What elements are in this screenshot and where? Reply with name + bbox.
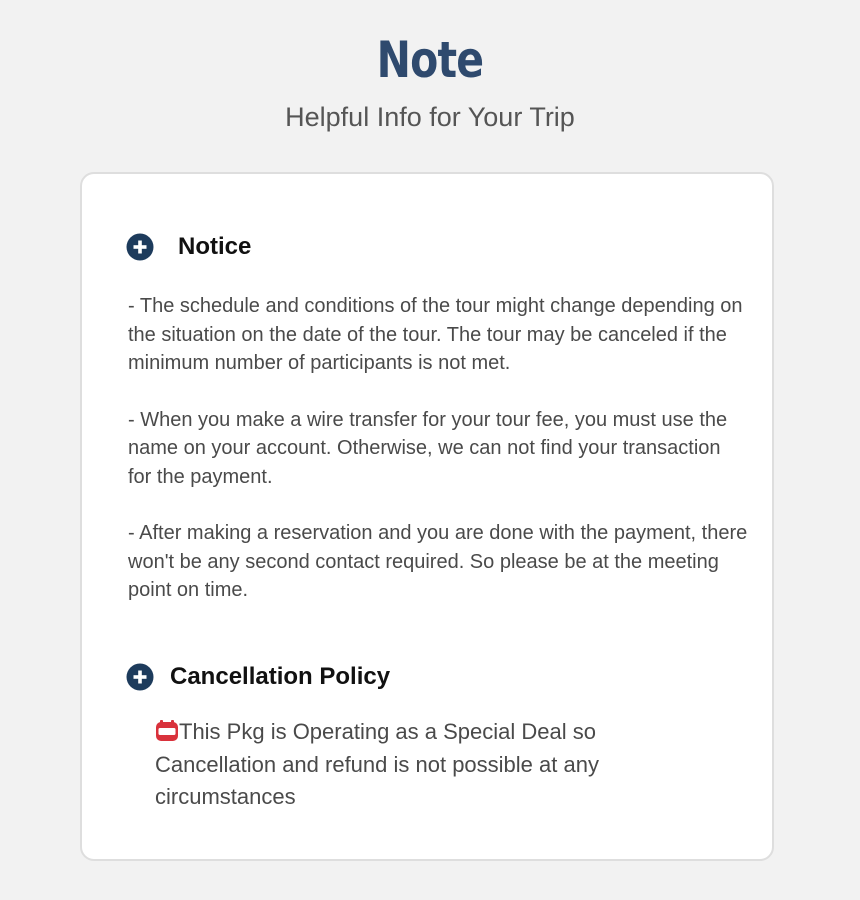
plus-circle-icon xyxy=(126,663,154,691)
notice-paragraph: - When you make a wire transfer for your tour fee, you must use the name on your account. Otherwise, we can not find your transaction for the payment. xyxy=(128,408,728,488)
notice-paragraph: - After making a reservation and you are done with the payment, there won't be any second contact required. So please be at the meeting point on time. xyxy=(128,522,748,601)
cancellation-title: Cancellation Policy xyxy=(170,663,391,690)
notice-header[interactable] xyxy=(126,232,251,262)
notice-title: Notice xyxy=(178,233,252,260)
notice-body xyxy=(128,292,748,633)
cancellation-header[interactable] xyxy=(126,662,390,692)
notice-paragraph: - The schedule and conditions of the tour might change depending on the situation on the date of the tour. The tour may be canceled if the minimum number of participants is not met. xyxy=(128,295,743,374)
plus-circle-icon xyxy=(126,233,154,261)
page-title: Note xyxy=(376,31,484,89)
cancellation-text: This Pkg is Operating as a Special Deal so Cancellation and refund is not possible at any circumstances xyxy=(155,719,599,809)
page-subtitle: Helpful Info for Your Trip xyxy=(285,102,575,132)
cancellation-body xyxy=(155,716,675,814)
red-prohibited-emoji-icon xyxy=(155,720,179,742)
info-card xyxy=(80,172,774,861)
